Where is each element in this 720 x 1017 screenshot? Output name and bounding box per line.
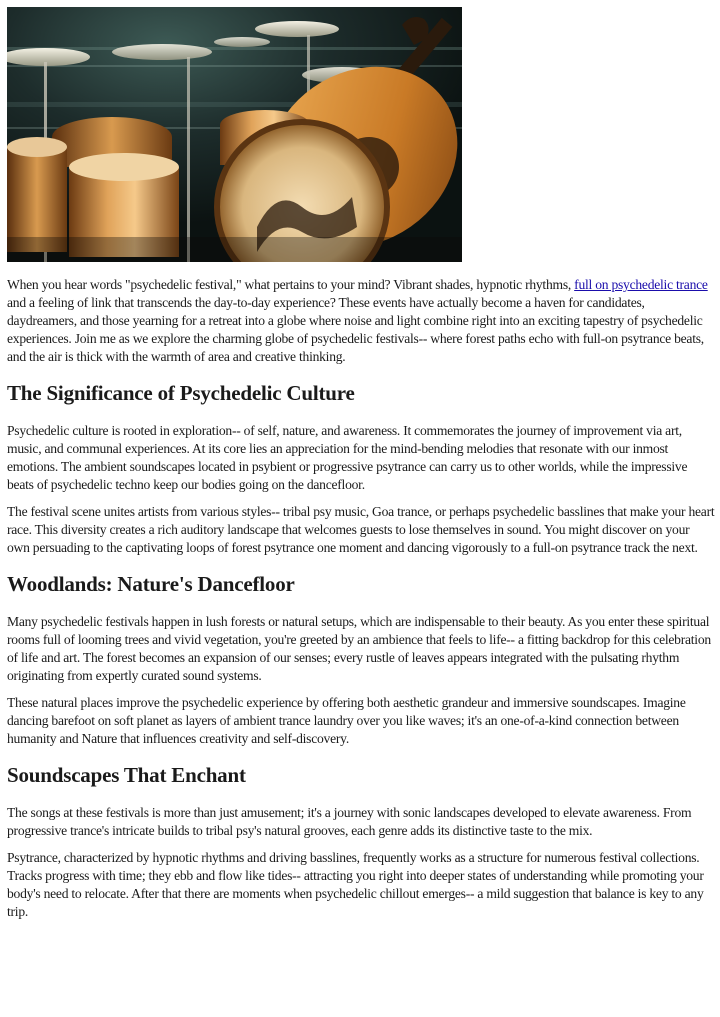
intro-text-before-link: When you hear words "psychedelic festival," what pertains to your mind? Vibrant shades, hypnotic rhythms,	[7, 277, 575, 292]
hero-image	[7, 7, 462, 262]
article	[7, 7, 715, 921]
full-on-psychedelic-trance-link[interactable]: full on psychedelic trance	[574, 277, 708, 292]
intro-paragraph	[7, 276, 715, 366]
section-heading: Soundscapes That Enchant	[7, 763, 246, 787]
section-paragraph: Psychedelic culture is rooted in exploration-- of self, nature, and awareness. It commemorates the journey of improvement via art, music, and communal experiences. At its core lies an appreciation for the mind-bending melodies that resonate with our inmost emotions. The ambient soundscapes located in psybient or progressive psytrance can carry us to other worlds, while the impressive beats of psychedelic techno keep our bodies going on the dancefloor.	[7, 423, 688, 492]
section-heading: The Significance of Psychedelic Culture	[7, 381, 355, 405]
section-paragraph: These natural places improve the psychedelic experience by offering both aesthetic grandeur and immersive soundscapes. Imagine dancing barefoot on soft planet as layers of ambient trance laundry over you like waves; it's an one-of-a-kind connection between humanity and Nature that influences creativity and self-discovery.	[7, 695, 686, 746]
intro-text-after-link: and a feeling of link that transcends the day-to-day experience? These events have actually become a haven for candidates, daydreamers, and those yearning for a retreat into a globe where noise and light combine right into an exciting tapestry of psychedelic experiences. Join me as we explore the charming globe of psychedelic festivals-- where forest paths echo with full-on psytrance beats, and the air is thick with the warmth of area and creative thinking.	[7, 295, 704, 364]
section-paragraph: Many psychedelic festivals happen in lush forests or natural setups, which are indispensable to their beauty. As you enter these spiritual rooms full of looming trees and vivid vegetation, you're greeted by an ambience that feels to life-- a fitting backdrop for this celebration of life and art. The forest becomes an expansion of our senses; every rustle of leaves appears integrated with the pulsating rhythm originating from expertly curated sound systems.	[7, 614, 711, 683]
section-paragraph: Psytrance, characterized by hypnotic rhythms and driving basslines, frequently works as a structure for numerous festival collections. Tracks progress with time; they ebb and flow like tides-- attracting you right into deeper states of understanding while promoting your body's need to relocate. After that there are moments when psychedelic chillout emerges-- a mild suggestion that balance is key to any trip.	[7, 850, 704, 919]
section-paragraph: The songs at these festivals is more than just amusement; it's a journey with sonic landscapes developed to elevate awareness. From progressive trance's intricate builds to tribal psy's natural grooves, each genre adds its distinctive taste to the mix.	[7, 805, 692, 838]
section-heading: Woodlands: Nature's Dancefloor	[7, 572, 295, 596]
section-paragraph: The festival scene unites artists from various styles-- tribal psy music, Goa trance, or perhaps psychedelic basslines that make your heart race. This diversity creates a rich auditory landscape that welcomes guests to lose themselves in sound. You might discover on your own persuading to the captivating loops of forest psytrance one moment and dancing vigorously to a full-on psytrance track the next.	[7, 504, 715, 555]
